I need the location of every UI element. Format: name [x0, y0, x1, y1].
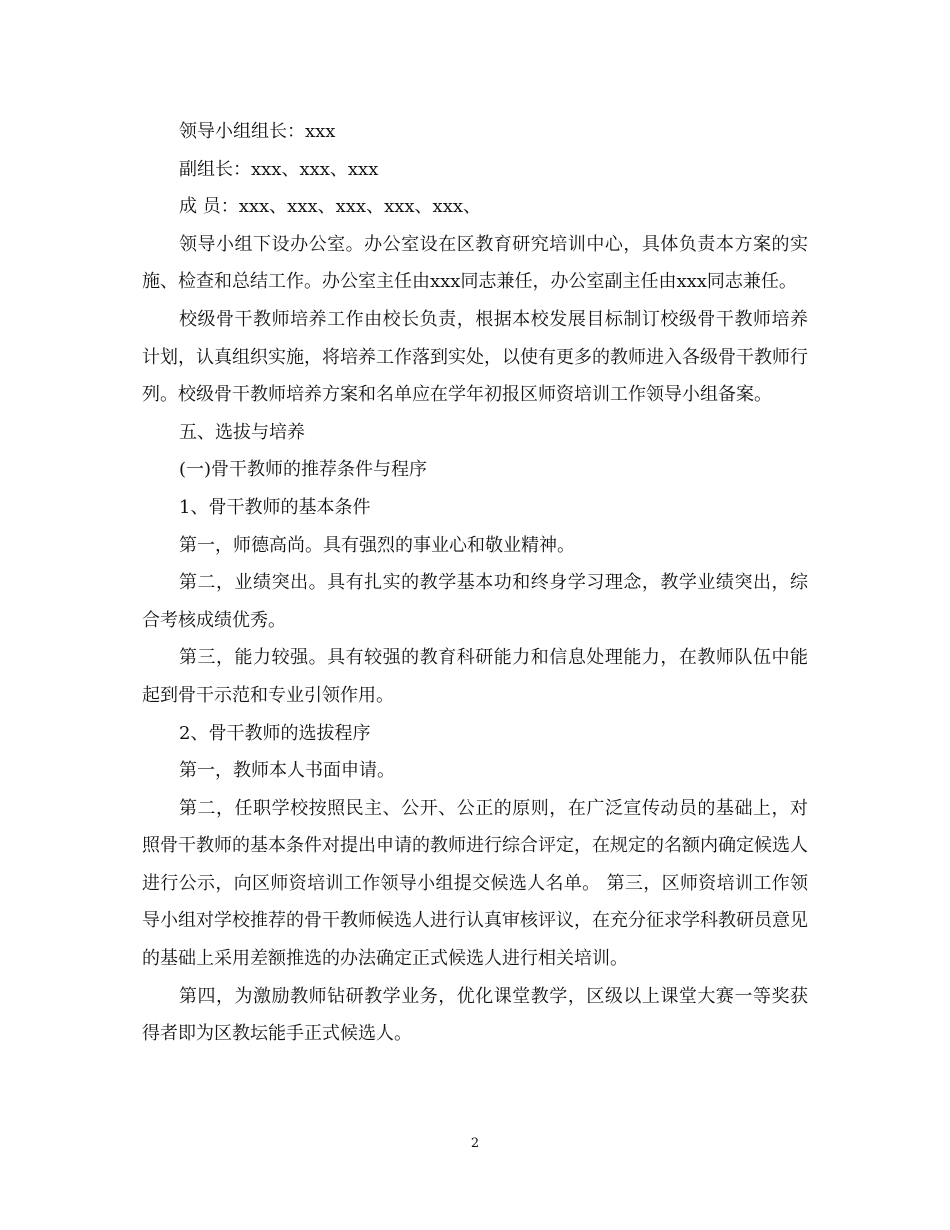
- section-heading-selection: 五、选拔与培养: [179, 421, 305, 443]
- paragraph-members: 成 员：xxx、xxx、xxx、xxx、xxx、: [179, 196, 481, 218]
- subheading-conditions-procedure: (一)骨干教师的推荐条件与程序: [179, 459, 428, 481]
- paragraph-procedure-2-3: 第二，任职学校按照民主、公开、公正的原则，在广泛宣传动员的基础上，对照骨干教师的基本条件对提出申请的教师进行综合评定，在规定的名额内确定候选人进行公示，向区师资培训工作领导小组提交候选人名单。 第三，区师资培训工作领导小组对学校推荐的骨干教师候选人进行认真审核评议，在充分征求学科教研员意见的基础上采用差额推选的办法确定正式候选人进行相关培训。: [142, 797, 808, 970]
- paragraph-condition-1: 第一，师德高尚。具有强烈的事业心和敬业精神。: [179, 534, 575, 556]
- paragraph-condition-3: 第三，能力较强。具有较强的教育科研能力和信息处理能力，在教师队伍中能起到骨干示范和专业引领作用。: [142, 647, 808, 706]
- document-body: [142, 113, 808, 1053]
- subheading-selection-procedure: 2、骨干教师的选拔程序: [179, 722, 371, 744]
- subheading-basic-conditions: 1、骨干教师的基本条件: [179, 496, 371, 518]
- paragraph-office: 领导小组下设办公室。办公室设在区教育研究培训中心，具体负责本方案的实施、检查和总结工作。办公室主任由xxx同志兼任，办公室副主任由xxx同志兼任。: [142, 233, 808, 293]
- paragraph-school-level-training: 校级骨干教师培养工作由校长负责，根据本校发展目标制订校级骨干教师培养计划，认真组织实施，将培养工作落到实处，以使有更多的教师进入各级骨干教师行列。校级骨干教师培养方案和名单应在学年初报区师资培训工作领导小组备案。: [142, 308, 808, 406]
- paragraph-condition-2: 第二，业绩突出。具有扎实的教学基本功和终身学习理念，教学业绩突出，综合考核成绩优秀。: [142, 572, 808, 631]
- page-number: 2: [470, 1136, 480, 1151]
- paragraph-deputy-leader: 副组长：xxx、xxx、xxx: [179, 158, 379, 180]
- paragraph-leader: 领导小组组长：xxx: [179, 121, 336, 142]
- paragraph-procedure-4: 第四，为激励教师钻研教学业务，优化课堂教学，区级以上课堂大赛一等奖获得者即为区教坛能手正式候选人。: [142, 985, 808, 1045]
- paragraph-procedure-1: 第一，教师本人书面申请。: [179, 760, 395, 782]
